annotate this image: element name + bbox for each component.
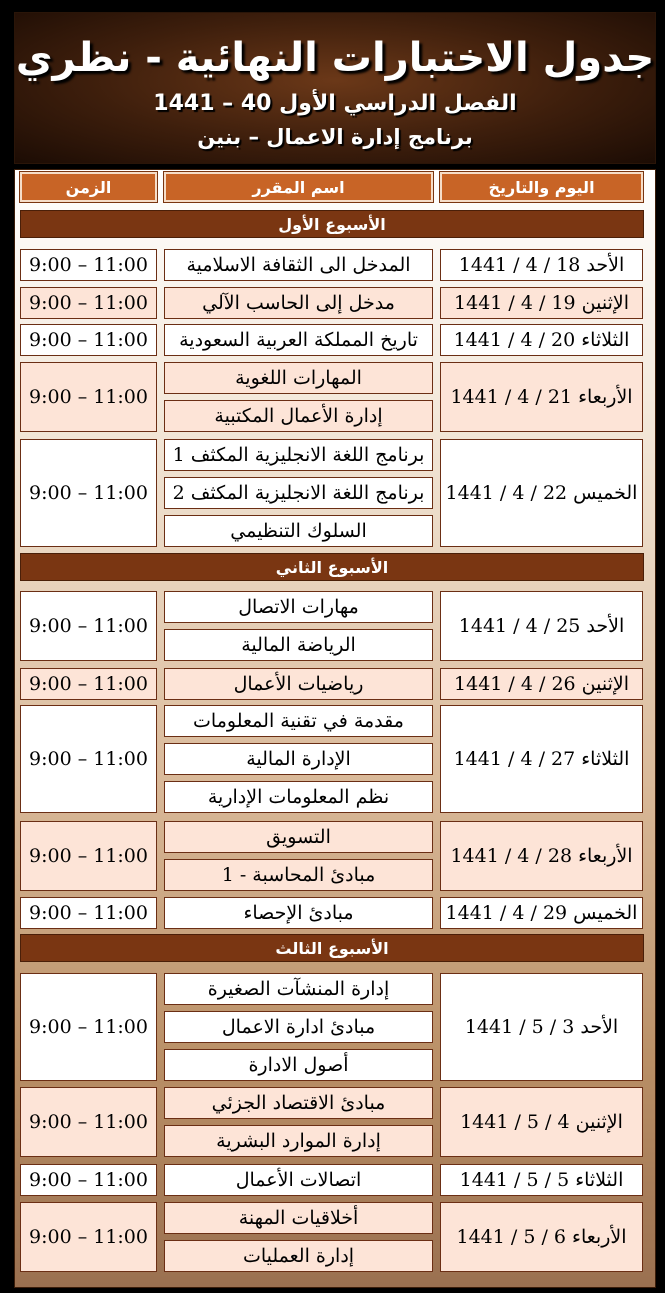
course-name: الإدارة المالية	[164, 743, 433, 775]
exam-date: الأحد 18 / 4 / 1441	[440, 249, 643, 281]
exam-date: الأحد 3 / 5 / 1441	[440, 973, 643, 1081]
week-header: الأسبوع الثاني	[20, 553, 644, 581]
exam-time: 9:00 – 11:00	[20, 705, 157, 813]
exam-date: الأربعاء 21 / 4 / 1441	[440, 362, 643, 432]
exam-date: الإثنين 4 / 5 / 1441	[440, 1087, 643, 1157]
exam-date: الإثنين 26 / 4 / 1441	[440, 668, 643, 700]
course-name: مبادئ الإحصاء	[164, 897, 433, 929]
course-name: رياضيات الأعمال	[164, 668, 433, 700]
header-banner	[14, 12, 656, 164]
exam-date: الأحد 25 / 4 / 1441	[440, 591, 643, 661]
course-name: مبادئ الاقتصاد الجزئي	[164, 1087, 433, 1119]
course-name: مدخل إلى الحاسب الآلي	[164, 287, 433, 319]
exam-time: 9:00 – 11:00	[20, 324, 157, 356]
course-name: أصول الادارة	[164, 1049, 433, 1081]
course-name: تاريخ المملكة العربية السعودية	[164, 324, 433, 356]
exam-time: 9:00 – 11:00	[20, 668, 157, 700]
week-header: الأسبوع الثالث	[20, 934, 644, 962]
exam-time: 9:00 – 11:00	[20, 1087, 157, 1157]
page-title: جدول الاختبارات النهائية - نظري	[15, 35, 655, 81]
course-name: إدارة العمليات	[164, 1240, 433, 1272]
exam-time: 9:00 – 11:00	[20, 821, 157, 891]
course-name: السلوك التنظيمي	[164, 515, 433, 547]
course-name: التسويق	[164, 821, 433, 853]
course-name: مهارات الاتصال	[164, 591, 433, 623]
course-name: إدارة المنشآت الصغيرة	[164, 973, 433, 1005]
column-header-course: اسم المقرر	[164, 172, 433, 202]
course-name: المهارات اللغوية	[164, 362, 433, 394]
program-subtitle: برنامج إدارة الاعمال – بنين	[197, 125, 473, 149]
course-name: نظم المعلومات الإدارية	[164, 781, 433, 813]
column-header-date: اليوم والتاريخ	[440, 172, 643, 202]
exam-date: الخميس 29 / 4 / 1441	[440, 897, 643, 929]
exam-time: 9:00 – 11:00	[20, 591, 157, 661]
exam-date: الأربعاء 28 / 4 / 1441	[440, 821, 643, 891]
exam-date: الإثنين 19 / 4 / 1441	[440, 287, 643, 319]
course-name: إدارة الأعمال المكتبية	[164, 400, 433, 432]
exam-date: الأربعاء 6 / 5 / 1441	[440, 1202, 643, 1272]
exam-time: 9:00 – 11:00	[20, 439, 157, 547]
course-name: برنامج اللغة الانجليزية المكثف 2	[164, 477, 433, 509]
exam-date: الثلاثاء 5 / 5 / 1441	[440, 1164, 643, 1196]
week-header: الأسبوع الأول	[20, 210, 644, 238]
exam-date: الثلاثاء 20 / 4 / 1441	[440, 324, 643, 356]
exam-date: الخميس 22 / 4 / 1441	[440, 439, 643, 547]
course-name: الرياضة المالية	[164, 629, 433, 661]
exam-time: 9:00 – 11:00	[20, 897, 157, 929]
course-name: مقدمة في تقنية المعلومات	[164, 705, 433, 737]
exam-time: 9:00 – 11:00	[20, 362, 157, 432]
course-name: أخلاقيات المهنة	[164, 1202, 433, 1234]
exam-time: 9:00 – 11:00	[20, 1164, 157, 1196]
exam-time: 9:00 – 11:00	[20, 249, 157, 281]
semester-subtitle: الفصل الدراسي الأول 40 – 1441	[153, 91, 517, 116]
course-name: مبادئ ادارة الاعمال	[164, 1011, 433, 1043]
column-header-time: الزمن	[20, 172, 157, 202]
course-name: مبادئ المحاسبة - 1	[164, 859, 433, 891]
exam-time: 9:00 – 11:00	[20, 287, 157, 319]
exam-date: الثلاثاء 27 / 4 / 1441	[440, 705, 643, 813]
course-name: المدخل الى الثقافة الاسلامية	[164, 249, 433, 281]
course-name: برنامج اللغة الانجليزية المكثف 1	[164, 439, 433, 471]
course-name: اتصالات الأعمال	[164, 1164, 433, 1196]
course-name: إدارة الموارد البشرية	[164, 1125, 433, 1157]
exam-time: 9:00 – 11:00	[20, 1202, 157, 1272]
exam-time: 9:00 – 11:00	[20, 973, 157, 1081]
